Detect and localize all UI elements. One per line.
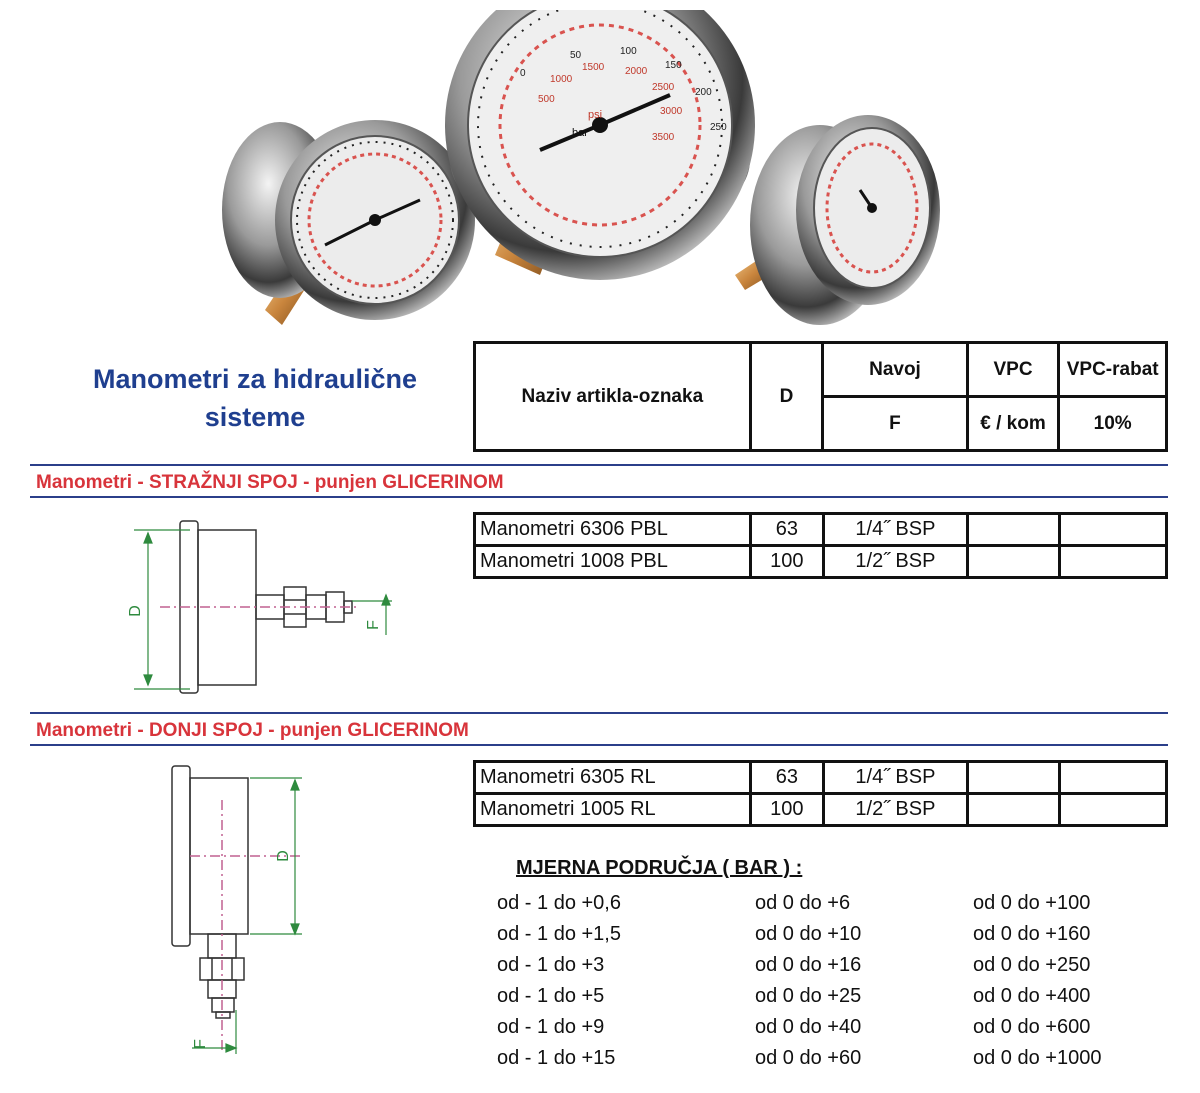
header-rabat: VPC-rabat [1059, 343, 1167, 397]
row-thread: 1/4˝ BSP [823, 514, 967, 546]
row-vpc [968, 546, 1059, 578]
inner-tick-3500: 3500 [652, 132, 675, 143]
row-d: 100 [750, 794, 823, 826]
row-d: 100 [750, 546, 823, 578]
inner-tick-2500: 2500 [652, 82, 675, 93]
drawing-rear-connection [120, 515, 410, 700]
range-item: od 0 do +16 [755, 954, 862, 976]
range-item: od - 1 do +5 [497, 985, 605, 1007]
unit-psi: psi [588, 109, 603, 121]
dimension-d-label: D [127, 605, 144, 617]
range-item: od 0 do +6 [755, 892, 851, 914]
range-item: od 0 do +250 [973, 954, 1091, 976]
range-item: od 0 do +25 [755, 985, 862, 1007]
row-rabat [1059, 546, 1166, 578]
range-item: od 0 do +60 [755, 1047, 862, 1069]
ranges-column-1 [497, 888, 621, 1074]
row-vpc [968, 794, 1059, 826]
table-row [475, 794, 1167, 826]
row-vpc [968, 514, 1059, 546]
table-row [475, 762, 1167, 794]
row-d: 63 [750, 514, 823, 546]
range-item: od 0 do +160 [973, 923, 1091, 945]
title-line-1: Manometri za hidraulične [92, 364, 418, 394]
row-name: Manometri 6306 PBL [475, 514, 751, 546]
row-thread: 1/2˝ BSP [823, 546, 967, 578]
unit-bar: bar [572, 127, 588, 139]
row-name: Manometri 1005 RL [475, 794, 751, 826]
gauge-left [222, 120, 475, 325]
outer-tick-150: 150 [665, 60, 682, 71]
section-bottom-table [473, 760, 1168, 827]
range-item: od 0 do +10 [755, 923, 862, 945]
header-navoj-sub: F [823, 397, 967, 451]
header-vpc-sub: € / kom [967, 397, 1059, 451]
row-name: Manometri 6305 RL [475, 762, 751, 794]
section-rear-title: Manometri - STRAŽNJI SPOJ - punjen GLICERINOM [36, 472, 504, 493]
gauges-photo [220, 10, 960, 350]
drawing-bottom-connection [150, 760, 320, 1060]
inner-tick-3000: 3000 [660, 106, 683, 117]
inner-tick-2000: 2000 [625, 66, 648, 77]
section-bottom-rule-bottom [30, 744, 1168, 746]
section-rear-rule-top [30, 464, 1168, 466]
range-item: od 0 do +600 [973, 1016, 1091, 1038]
inner-tick-1000: 1000 [550, 74, 573, 85]
range-item: od - 1 do +3 [497, 954, 605, 976]
inner-tick-1500: 1500 [582, 62, 605, 73]
gauge-center [445, 10, 755, 280]
inner-tick-500: 500 [538, 94, 555, 105]
row-thread: 1/4˝ BSP [823, 762, 967, 794]
outer-tick-250: 250 [710, 122, 727, 133]
ranges-column-2 [755, 888, 861, 1074]
table-row [475, 546, 1167, 578]
table-row [475, 514, 1167, 546]
range-item: od - 1 do +15 [497, 1047, 616, 1069]
header-navoj: Navoj [823, 343, 967, 397]
ranges-title: MJERNA PODRUČJA ( BAR ) : [516, 857, 803, 879]
range-item: od 0 do +1000 [973, 1047, 1102, 1069]
ranges-column-3 [973, 888, 1101, 1074]
section-rear-table [473, 512, 1168, 579]
page-title [40, 360, 470, 436]
dimension-f-label: F [365, 620, 382, 630]
range-item: od 0 do +100 [973, 892, 1091, 914]
gauge-right [735, 115, 940, 325]
range-item: od - 1 do +0,6 [497, 892, 621, 914]
range-item: od - 1 do +1,5 [497, 923, 621, 945]
section-bottom-title: Manometri - DONJI SPOJ - punjen GLICERINOM [36, 720, 469, 741]
row-d: 63 [750, 762, 823, 794]
row-rabat [1059, 514, 1166, 546]
header-name: Naziv artikla-oznaka [475, 343, 751, 451]
title-line-2: sisteme [204, 402, 306, 432]
section-bottom-rule-top [30, 712, 1168, 714]
outer-tick-50: 50 [570, 50, 582, 61]
row-rabat [1059, 762, 1166, 794]
outer-tick-200: 200 [695, 87, 712, 98]
row-name: Manometri 1008 PBL [475, 546, 751, 578]
dimension-d-label: D [275, 850, 292, 862]
row-thread: 1/2˝ BSP [823, 794, 967, 826]
section-rear-rule-bottom [30, 496, 1168, 498]
range-item: od - 1 do +9 [497, 1016, 605, 1038]
range-item: od 0 do +400 [973, 985, 1091, 1007]
dimension-f-label: F [192, 1039, 209, 1049]
header-rabat-sub: 10% [1059, 397, 1167, 451]
row-rabat [1059, 794, 1166, 826]
outer-tick-0: 0 [520, 68, 526, 79]
row-vpc [968, 762, 1059, 794]
header-d: D [750, 343, 823, 451]
range-item: od 0 do +40 [755, 1016, 862, 1038]
header-vpc: VPC [967, 343, 1059, 397]
outer-tick-100: 100 [620, 46, 637, 57]
header-table [473, 341, 1168, 452]
